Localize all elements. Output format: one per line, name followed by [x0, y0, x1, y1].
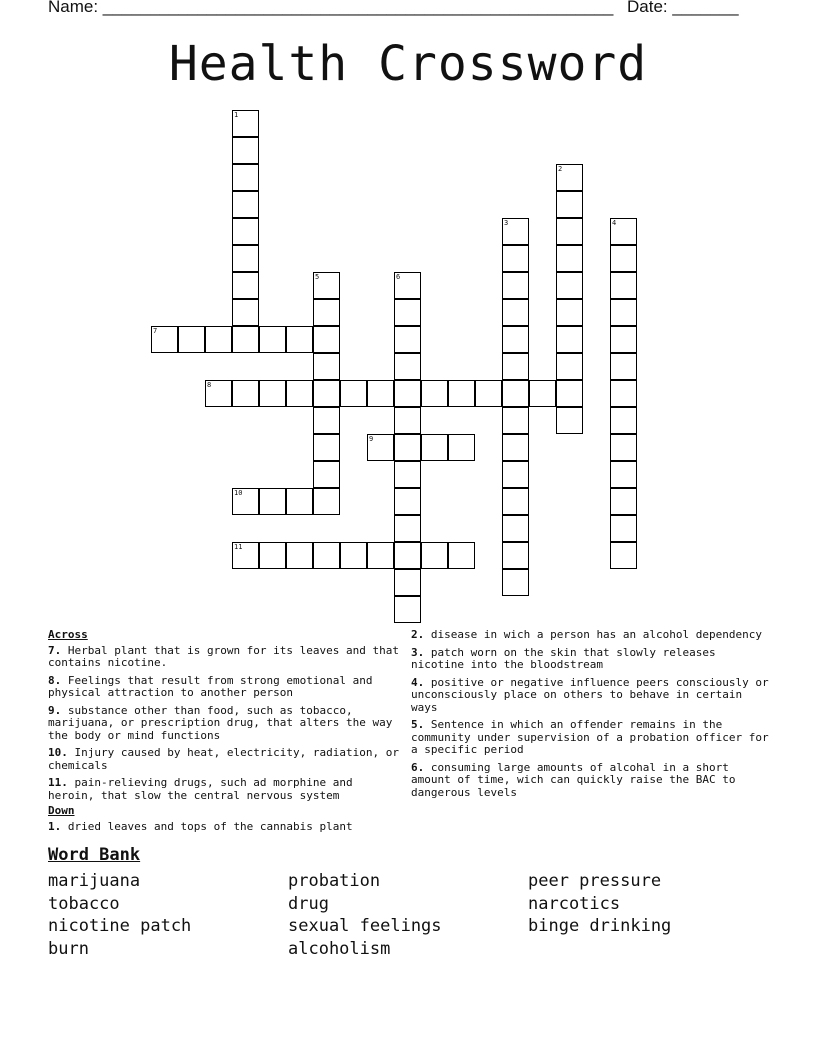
- grid-cell[interactable]: [502, 326, 529, 353]
- grid-cell[interactable]: [556, 326, 583, 353]
- grid-cell[interactable]: [610, 434, 637, 461]
- down-clue-6: 6. consuming large amounts of alcohal in a short amount of time, wich can quickly raise the BAC to dangerous levels: [411, 760, 736, 799]
- across-clue-9: 9. substance other than food, such as tobacco, marijuana, or prescription drug, that alters the way the body or mind functions: [48, 703, 393, 742]
- grid-cell[interactable]: [232, 380, 259, 407]
- word-bank-item: binge drinking: [528, 916, 672, 937]
- clue-number: 9: [369, 435, 374, 443]
- grid-cell[interactable]: [394, 488, 421, 515]
- grid-cell[interactable]: [394, 407, 421, 434]
- down-clue-1: 1. dried leaves and tops of the cannabis plant: [48, 819, 353, 833]
- grid-cell[interactable]: [610, 407, 637, 434]
- grid-cell[interactable]: [313, 407, 340, 434]
- header: [0, 0, 816, 24]
- grid-cell[interactable]: [394, 542, 421, 569]
- word-bank-item: tobacco: [48, 893, 120, 914]
- word-bank-item: drug: [288, 893, 329, 914]
- grid-cell[interactable]: [259, 488, 286, 515]
- grid-cell[interactable]: [502, 299, 529, 326]
- grid-cell[interactable]: [232, 542, 259, 569]
- grid-cell[interactable]: [556, 380, 583, 407]
- grid-cell[interactable]: [394, 299, 421, 326]
- grid-cell[interactable]: [313, 488, 340, 515]
- grid-cell[interactable]: [151, 326, 178, 353]
- grid-cell[interactable]: [286, 542, 313, 569]
- grid-cell[interactable]: [556, 245, 583, 272]
- down-clue-5: 5. Sentence in which an offender remains in the community under supervision of a probation officer for a specific period: [411, 718, 769, 756]
- grid-cell[interactable]: [556, 164, 583, 191]
- grid-cell[interactable]: [259, 326, 286, 353]
- grid-cell[interactable]: [502, 542, 529, 569]
- grid-cell[interactable]: [610, 353, 637, 380]
- grid-cell[interactable]: [610, 245, 637, 272]
- grid-cell[interactable]: [394, 515, 421, 542]
- grid-cell[interactable]: [610, 488, 637, 515]
- grid-cell[interactable]: [421, 380, 448, 407]
- grid-cell[interactable]: [259, 542, 286, 569]
- grid-cell[interactable]: [556, 353, 583, 380]
- grid-cell[interactable]: [502, 461, 529, 488]
- clue-number: 10: [234, 489, 243, 497]
- grid-cell[interactable]: [394, 353, 421, 380]
- across-clue-8: 8. Feelings that result from strong emotional and physical attraction to another person: [48, 673, 373, 699]
- word-bank-item: alcoholism: [288, 938, 391, 959]
- grid-cell[interactable]: [232, 272, 259, 299]
- clue-number: 2: [558, 165, 563, 173]
- grid-cell[interactable]: [610, 380, 637, 407]
- grid-cell[interactable]: [556, 218, 583, 245]
- grid-cell[interactable]: [502, 407, 529, 434]
- grid-cell[interactable]: [421, 542, 448, 569]
- grid-cell[interactable]: [610, 461, 637, 488]
- grid-cell[interactable]: [448, 542, 475, 569]
- grid-cell[interactable]: [178, 326, 205, 353]
- grid-cell[interactable]: [313, 353, 340, 380]
- word-bank-item: nicotine patch: [48, 916, 192, 937]
- grid-cell[interactable]: [232, 488, 259, 515]
- grid-cell[interactable]: [313, 326, 340, 353]
- down-clue-2: 2. disease in wich a person has an alcohol dependency: [411, 628, 763, 641]
- grid-cell[interactable]: [610, 542, 637, 569]
- across-clue-10: 10. Injury caused by heat, electricity, radiation, or chemicals: [48, 746, 400, 772]
- grid-cell[interactable]: [232, 245, 259, 272]
- grid-cell[interactable]: [502, 434, 529, 461]
- grid-cell[interactable]: [313, 434, 340, 461]
- grid-cell[interactable]: [610, 299, 637, 326]
- clue-number: 1: [234, 111, 239, 119]
- word-bank-item: sexual feelings: [288, 916, 442, 937]
- clue-number: 4: [612, 219, 617, 227]
- grid-cell[interactable]: [556, 299, 583, 326]
- word-bank-item: peer pressure: [528, 871, 662, 891]
- clues-left-column: [48, 629, 400, 838]
- word-bank-item: narcotics: [528, 893, 621, 914]
- grid-cell[interactable]: [610, 218, 637, 245]
- across-heading: Across: [48, 628, 88, 641]
- grid-cell[interactable]: [394, 326, 421, 353]
- grid-cell[interactable]: [502, 488, 529, 515]
- grid-cell[interactable]: [286, 326, 313, 353]
- clue-number: 8: [207, 381, 212, 389]
- word-bank-column-2: [288, 870, 528, 960]
- word-bank-item: marijuana: [48, 871, 141, 891]
- grid-cell[interactable]: [313, 299, 340, 326]
- grid-cell[interactable]: [259, 380, 286, 407]
- grid-cell[interactable]: [502, 380, 529, 407]
- grid-cell[interactable]: [232, 326, 259, 353]
- grid-cell[interactable]: [286, 380, 313, 407]
- name-field-label[interactable]: Name: ______________________________________________________: [48, 0, 614, 16]
- grid-cell[interactable]: [367, 434, 394, 461]
- grid-cell[interactable]: [205, 380, 232, 407]
- grid-cell[interactable]: [394, 569, 421, 596]
- across-clue-7: 7. Herbal plant that is grown for its leaves and that contains nicotine.: [48, 643, 400, 669]
- clues-right-column: [411, 629, 773, 804]
- grid-cell[interactable]: [394, 461, 421, 488]
- down-clue-4: 4. positive or negative influence peers consciously or unconsciously place on others to behave in certain ways: [411, 675, 769, 714]
- grid-cell[interactable]: [394, 380, 421, 407]
- grid-cell[interactable]: [610, 515, 637, 542]
- grid-cell[interactable]: [502, 272, 529, 299]
- grid-cell[interactable]: [313, 542, 340, 569]
- grid-cell[interactable]: [502, 353, 529, 380]
- grid-cell[interactable]: [232, 299, 259, 326]
- grid-cell[interactable]: [556, 407, 583, 434]
- grid-cell[interactable]: [448, 380, 475, 407]
- word-bank-column-3: [528, 870, 768, 960]
- grid-cell[interactable]: [475, 380, 502, 407]
- grid-cell[interactable]: [367, 380, 394, 407]
- clue-number: 5: [315, 273, 320, 281]
- grid-cell[interactable]: [502, 569, 529, 596]
- grid-cell[interactable]: [313, 272, 340, 299]
- grid-cell[interactable]: [394, 272, 421, 299]
- clue-number: 6: [396, 273, 401, 281]
- word-bank: [48, 845, 768, 960]
- grid-cell[interactable]: [232, 218, 259, 245]
- down-heading: Down: [48, 804, 75, 817]
- grid-cell[interactable]: [610, 272, 637, 299]
- grid-cell[interactable]: [421, 434, 448, 461]
- page-title: Health Crossword: [168, 36, 648, 92]
- grid-cell[interactable]: [529, 380, 556, 407]
- grid-cell[interactable]: [286, 488, 313, 515]
- word-bank-item: burn: [48, 938, 89, 959]
- grid-cell[interactable]: [394, 434, 421, 461]
- grid-cell[interactable]: [502, 218, 529, 245]
- grid-cell[interactable]: [313, 380, 340, 407]
- grid-cell[interactable]: [610, 326, 637, 353]
- clue-number: 7: [153, 327, 158, 335]
- date-field-label[interactable]: Date: _______: [627, 0, 739, 16]
- clue-number: 11: [234, 543, 243, 551]
- across-clue-11: 11. pain-relieving drugs, such ad morphine and heroin, that slow the central nervous system: [48, 776, 353, 802]
- grid-cell[interactable]: [367, 542, 394, 569]
- grid-cell[interactable]: [394, 596, 421, 623]
- grid-cell[interactable]: [313, 461, 340, 488]
- clue-number: 3: [504, 219, 509, 227]
- down-clue-3: 3. patch worn on the skin that slowly releases nicotine into the bloodstream: [411, 645, 716, 671]
- word-bank-item: probation: [288, 871, 381, 891]
- grid-cell[interactable]: [340, 542, 367, 569]
- grid-cell[interactable]: [205, 326, 232, 353]
- grid-cell[interactable]: [232, 164, 259, 191]
- grid-cell[interactable]: [232, 137, 259, 164]
- word-bank-title: Word Bank: [48, 845, 141, 865]
- grid-cell[interactable]: [232, 191, 259, 218]
- grid-cell[interactable]: [556, 272, 583, 299]
- grid-cell[interactable]: [232, 110, 259, 137]
- grid-cell[interactable]: [502, 515, 529, 542]
- grid-cell[interactable]: [502, 245, 529, 272]
- grid-cell[interactable]: [340, 380, 367, 407]
- grid-cell[interactable]: [448, 434, 475, 461]
- word-bank-column-1: [48, 870, 288, 960]
- grid-cell[interactable]: [556, 191, 583, 218]
